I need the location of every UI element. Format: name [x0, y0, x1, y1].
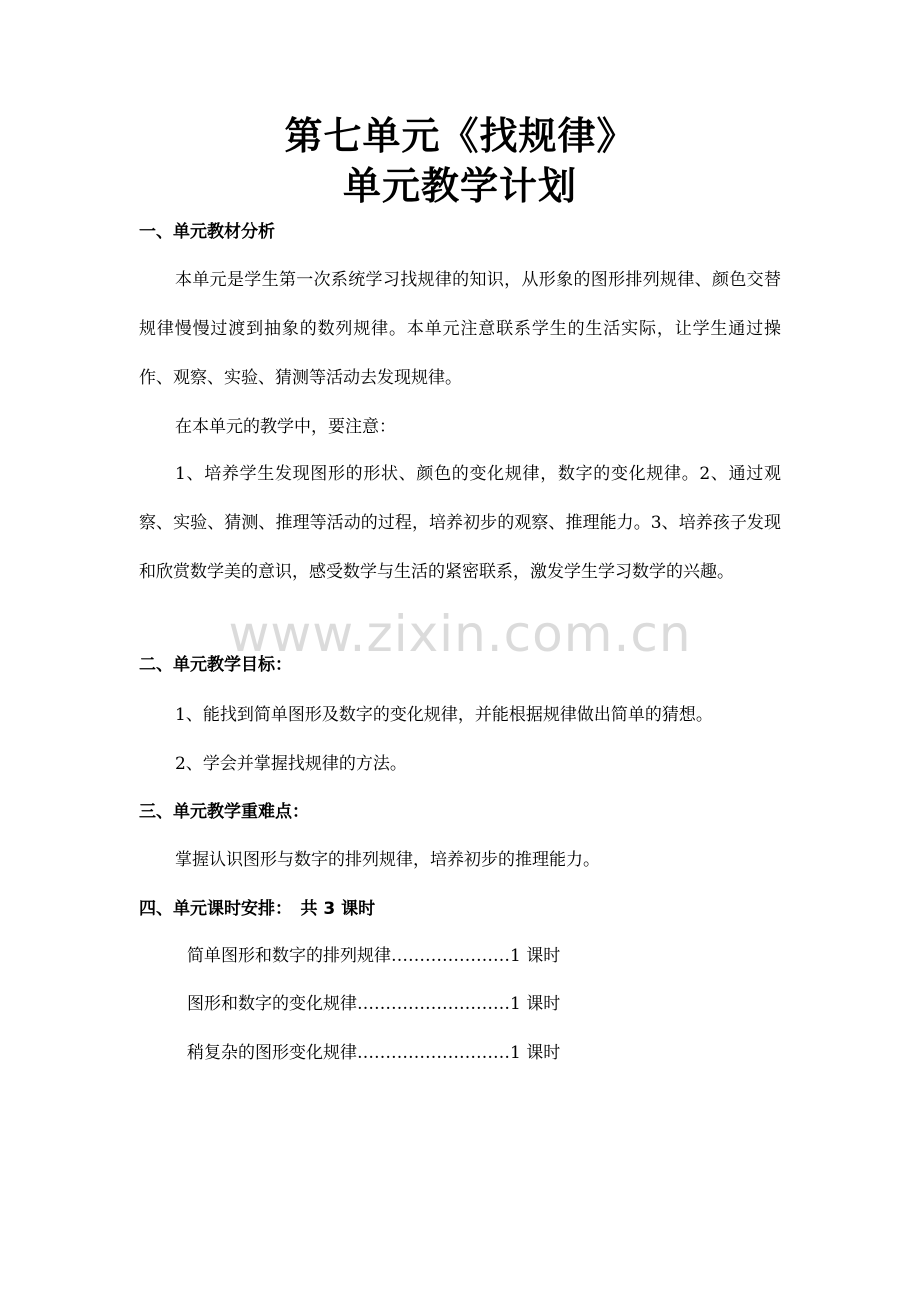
section-heading-goals: 二、单元教学目标：	[139, 655, 292, 675]
paragraph-notes-intro: 在本单元的教学中，要注意：	[175, 417, 396, 437]
document-subtitle: 单元教学计划	[342, 164, 577, 208]
paragraph-analysis: 本单元是学生第一次系统学习找规律的知识，从形象的图形排列规律、颜色交替规律慢慢过渡到抽象的数列规律。本单元注意联系学生的生活实际，让学生通过操作、观察、实验、猜测等活动去发现规律。	[139, 270, 781, 388]
schedule-item-2: 图形和数字的变化规律………………………1 课时	[187, 994, 561, 1014]
schedule-item-3: 稍复杂的图形变化规律………………………1 课时	[187, 1043, 561, 1063]
schedule-item-1: 简单图形和数字的排列规律…………………1 课时	[187, 946, 561, 966]
section-heading-key-points: 三、单元教学重难点：	[139, 802, 309, 822]
document-title: 第七单元《找规律》	[284, 114, 636, 158]
section-heading-analysis: 一、单元教材分析	[139, 222, 275, 242]
watermark: www.zixin.com.cn	[228, 605, 692, 663]
goal-item-1: 1、能找到简单图形及数字的变化规律，并能根据规律做出简单的猜想。	[175, 705, 713, 725]
goal-item-2: 2、学会并掌握找规律的方法。	[175, 754, 407, 774]
section-heading-schedule: 四、单元课时安排： 共 3 课时	[139, 899, 376, 919]
key-points-text: 掌握认识图形与数字的排列规律，培养初步的推理能力。	[175, 850, 600, 870]
paragraph-notes-list: 1、培养学生发现图形的形状、颜色的变化规律，数字的变化规律。2、通过观察、实验、猜测、推理等活动的过程，培养初步的观察、推理能力。3、培养孩子发现和欣赏数学美的意识，感受数学与生活的紧密联系，激发学生学习数学的兴趣。	[139, 464, 781, 582]
